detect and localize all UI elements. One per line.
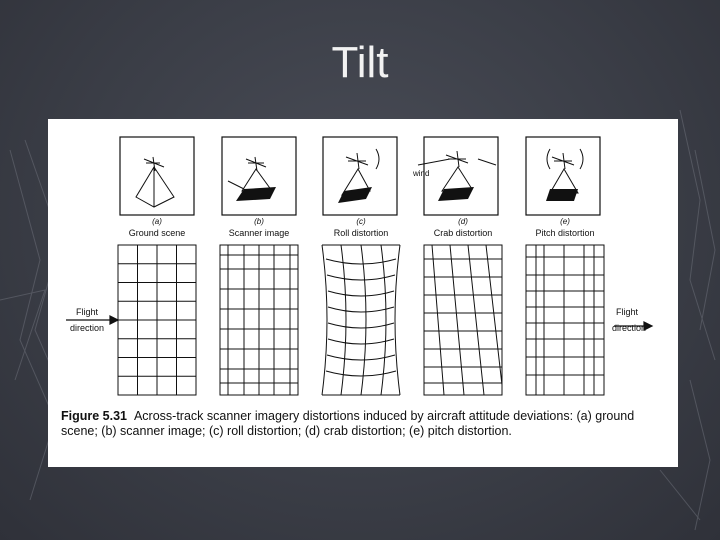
flight-left-line1: Flight: [76, 307, 99, 317]
panel-d-letter: (d): [458, 217, 468, 226]
panel-e-box: [526, 137, 600, 215]
caption-label: Figure 5.31: [61, 409, 127, 423]
flight-right-line1: Flight: [616, 307, 639, 317]
panel-a-name: Ground scene: [128, 228, 186, 238]
footprint-shading: [236, 187, 578, 203]
flight-left-line2: direction: [70, 323, 105, 333]
panel-e-letter: (e): [560, 217, 570, 226]
panel-d-name: Crab distortion: [433, 228, 493, 238]
panel-d-box: [424, 137, 498, 215]
panel-b-letter: (b): [254, 217, 264, 226]
slide-title: Tilt: [331, 38, 389, 87]
caption-text: Across-track scanner imagery distortions induced by aircraft attitude deviations: (a) ground scene; (b) scanner image; (c) roll distortion; (d) crab distortion; (e) pitch distortion.: [61, 409, 635, 438]
panel-b-name: Scanner image: [228, 228, 290, 238]
panel-c-name: Roll distortion: [333, 228, 389, 238]
figure-caption: [61, 409, 673, 439]
flight-right-line2: direction: [612, 323, 647, 333]
panel-c-box: [323, 137, 397, 215]
panel-c-letter: (c): [356, 217, 366, 226]
panel-e-name: Pitch distortion: [535, 228, 595, 238]
figure-image: [48, 119, 678, 467]
wind-label: wind: [413, 169, 430, 178]
panel-b-box: [222, 137, 296, 215]
panel-a-box: [120, 137, 194, 215]
grids: [118, 245, 604, 395]
panel-a-letter: (a): [152, 217, 162, 226]
